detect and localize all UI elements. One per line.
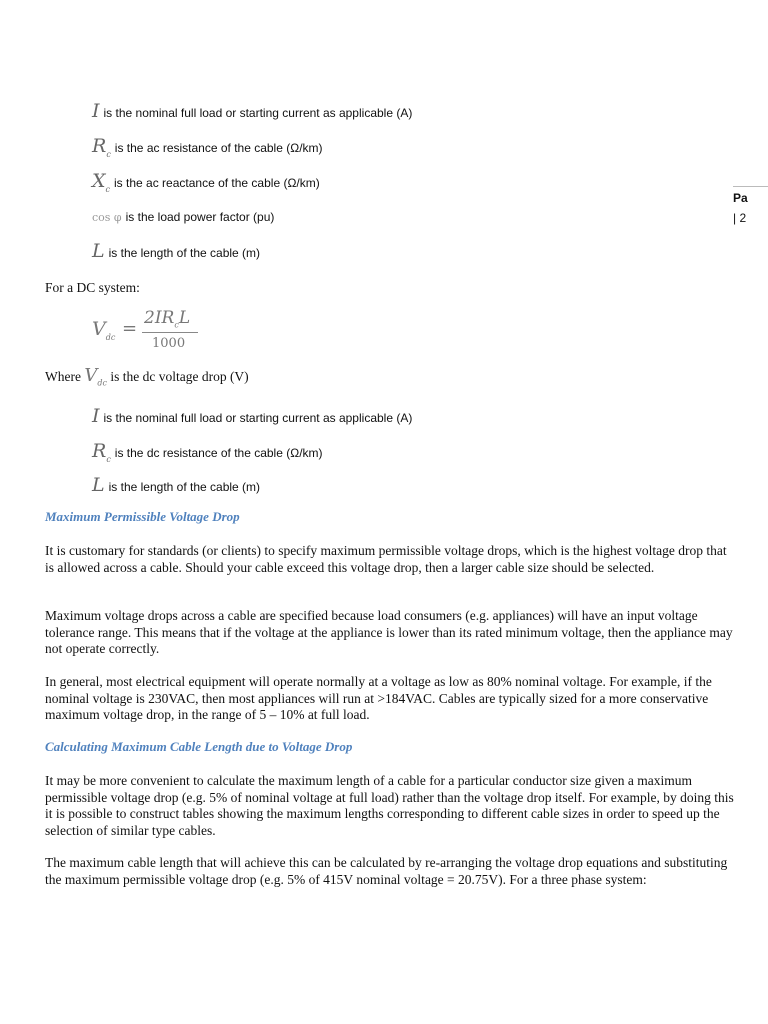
- definition-resistance-ac: [92, 135, 323, 159]
- formula-numerator: [144, 308, 190, 329]
- symbol-letter: R: [92, 135, 107, 157]
- page-number: | 2: [733, 211, 747, 225]
- symbol-letter: V: [84, 365, 98, 386]
- section-heading-max-cable-length: Calculating Maximum Cable Length due to Voltage Drop: [45, 739, 353, 754]
- definition-length-dc: [92, 474, 260, 496]
- dc-intro: For a DC system:: [45, 280, 140, 295]
- definition-text: is the ac reactance of the cable (Ω/km): [114, 176, 320, 190]
- definition-text: is the nominal full load or starting current as applicable (A): [103, 106, 413, 120]
- page-marker-rule: [733, 186, 768, 187]
- numerator-subscript: c: [174, 320, 179, 330]
- formula-lhs-symbol: V: [92, 318, 106, 340]
- definition-text: is the ac resistance of the cable (Ω/km): [114, 141, 323, 155]
- definition-length-ac: [92, 240, 260, 262]
- symbol-Vdc: [84, 365, 107, 386]
- definition-power-factor: [92, 208, 274, 226]
- paragraph-4: It may be more convenient to calculate the maximum length of a cable for a particular conductor size given a maximum permissible voltage drop (e.g. 5% of nominal voltage at full load) rather than the voltage drop itself. For example, by doing this it is possible to construct tables showing the maximum lengths corresponding to different cable sizes in order to speed up the selection of similar type cables.: [45, 773, 734, 838]
- numerator-tail: L: [178, 308, 191, 328]
- definition-text: is the length of the cable (m): [108, 480, 261, 494]
- where-text: is the dc voltage drop (V): [110, 369, 249, 384]
- symbol-subscript: dc: [97, 378, 107, 388]
- definition-reactance-ac: [92, 170, 320, 194]
- paragraph-3: In general, most electrical equipment will operate normally at a voltage as low as 80% nominal voltage. For example, if the nominal voltage is 230VAC, then most appliances will run at >184VAC. Cables are typically sized for a more conservative maximum voltage drop, in the range of 5 – 10% at full load.: [45, 674, 712, 722]
- symbol-L: L: [92, 474, 105, 496]
- paragraph-2: Maximum voltage drops across a cable are specified because load consumers (e.g. appliances) will have an input voltage tolerance range. This means that if the voltage at the appliance is lower than its rated minimum voltage, then the appliance may not operate correctly.: [45, 608, 733, 656]
- formula-denominator: 1000: [152, 336, 186, 351]
- symbol-X: [92, 170, 110, 192]
- symbol-subscript: c: [106, 149, 111, 159]
- where-line: [45, 365, 249, 392]
- formula-lhs-subscript: dc: [105, 332, 116, 342]
- paragraph-1: It is customary for standards (or clients) to specify maximum permissible voltage drops, which is the highest voltage drop that is allowed across a cable. Should your cable exceed this voltage drop, then a larger cable size should be selected.: [45, 543, 727, 575]
- definition-text: is the dc resistance of the cable (Ω/km): [114, 446, 323, 460]
- symbol-letter: R: [92, 440, 107, 462]
- symbol-I: I: [92, 405, 100, 427]
- symbol-L: L: [92, 240, 105, 262]
- definition-text: is the load power factor (pu): [125, 210, 275, 224]
- symbol-cos-phi: cos φ: [92, 211, 122, 224]
- definition-text: is the nominal full load or starting current as applicable (A): [103, 411, 413, 425]
- paragraph-5: The maximum cable length that will achieve this can be calculated by re-arranging the voltage drop equations and substituting the maximum permissible voltage drop (e.g. 5% of 415V nominal voltage = 20.75V). For a three phase system:: [45, 855, 728, 887]
- page-marker-label: Pa: [733, 191, 748, 205]
- dc-voltage-drop-formula: [92, 308, 212, 356]
- numerator-main: 2IR: [144, 308, 175, 328]
- formula-lhs: [92, 318, 115, 342]
- symbol-R: [92, 135, 111, 157]
- symbol-subscript: c: [106, 454, 111, 464]
- where-prefix: Where: [45, 369, 81, 384]
- definition-resistance-dc: [92, 440, 323, 464]
- symbol-R: [92, 440, 111, 462]
- symbol-letter: X: [92, 170, 106, 192]
- definition-current-ac: [92, 100, 412, 122]
- symbol-I: I: [92, 100, 100, 122]
- formula-equals: =: [122, 318, 138, 339]
- section-heading-max-voltage-drop: Maximum Permissible Voltage Drop: [45, 509, 240, 524]
- symbol-subscript: c: [105, 184, 111, 194]
- definition-current-dc: [92, 405, 412, 427]
- fraction-bar: [142, 332, 198, 333]
- definition-text: is the length of the cable (m): [108, 246, 261, 260]
